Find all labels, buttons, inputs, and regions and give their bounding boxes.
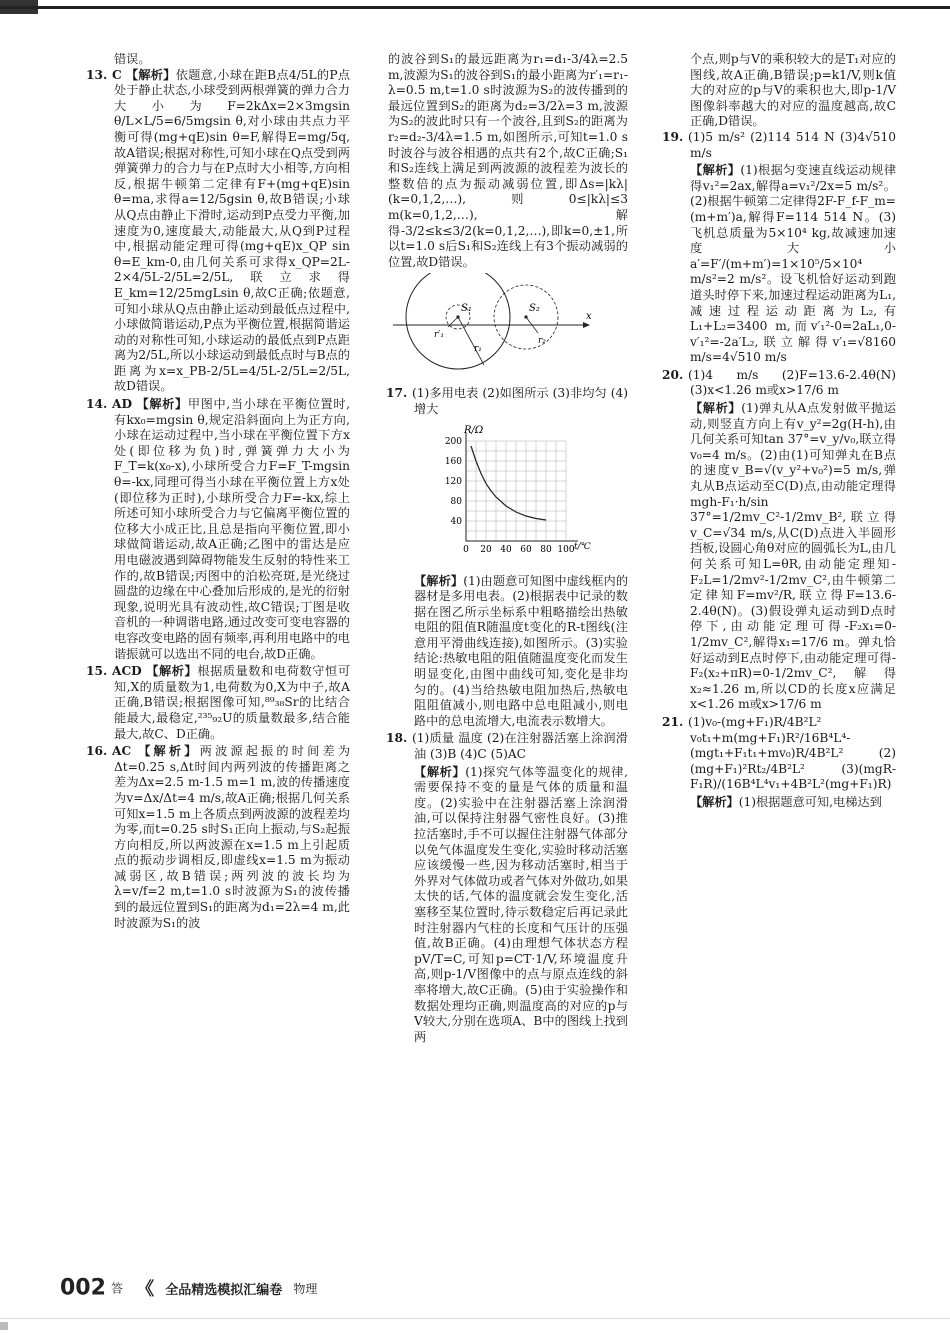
analysis-text: 依题意,小球在距B点4/5L的P点处于静止状态,小球受到两根弹簧的弹力合力大小为F=2kΔx=2×3mgsin θ/L×L/5=6/5mgsin θ,对小球由共点力平衡可得(mg+qE)sin θ=F,解得E=mg/5q,故A错误;根据对称性,可知小球在Q点受到两弹簧弹力的合力与在P点时大小相等,方向相反,根据牛顿第二定律有F+(mg+qE)sin θ=ma,求得a=12/5gsin θ,故B错误;小球从Q点由静止下滑时,运动到P点受力平衡,加速度为0,速度最大,动能最大,从Q到P过程中,根据动能定理可得(mg+qE)x_QP sin θ=E_km-0,由几何关系可求得x_QP=2L-2×4/5L-2/5L=2/5L,联立求得E_km=12/25mgLsin θ,故C正确;依题意,可知小球从Q点由静止运动到最低点过程中,小球做简谐运动,P点为平衡位置,根据简谐运动的对称性可知,小球运动的最低点到P点距离为2/5L,所以小球运动到最低点时与B点的距离为x=x_PB-2/5L=4/5L-2/5L=2/5L,故D错误。 [114,67,350,394]
question-number: 21. [662,714,684,729]
answer: ACD [112,664,142,679]
chart-axes [466,433,578,541]
s2-point [524,316,527,319]
x-tick-label: 20 [480,544,492,555]
analysis-text: (1)探究气体等温变化的规律,需要保持不变的量是气体的质量和温度。(2)实验中在注射器活塞上涂润滑油,可以保持注射器气密性良好。(3)推拉活塞时,手不可以握住注射器气体部分以免气体温度发生变化,实验时移动活塞应该缓慢一些,因为移动活塞时,相当于外界对气体做功或者气体对外做功,如果太快的话,气体的温度就会发生变化,活塞移至某位置时,待示数稳定后再记录此时注射器内气柱的长度和气压计的压强值,故B正确。(4)由理想气体状态方程pV/T=C,可知p=CT·1/V,环境温度升高,则p-1/V图像中的点与原点连线的斜率将增大,故C正确。(5)由于实验操作和数据处理均正确,则温度高的对应的p与V较大,分别在选项A、B中的图线上找到两 [414,764,629,1044]
question-21-analysis [664,795,896,811]
r1-line [458,317,484,365]
answer: AD [112,397,133,412]
axis-lines [466,433,578,541]
analysis-label: 【解析】 [138,744,200,759]
analysis-text: 两波源起振的时间差为Δt=0.25 s,Δt时间内两列波的传播距离之差为Δx=2.5 m-1.5 m=1 m,波的传播速度为v=Δx/Δt=4 m/s,故A正确;根据几何关系可知x=1.5 m上各质点到两波源的波程差均为零,而t=0.25 s时S₁正向上振动,与S₂起振方向相反,所以两波源在x=1.5 m上引起质点的振动步调相反,即虚线x=1.5 m为振动减弱区,故B错误;两列波的波长均为λ=v/f=2 m,t=1.0 s时波源为S₁的波传播到的最远位置到S₁的距离为d₁=2λ=4 m,此时波源为S₁的波 [114,744,351,930]
s1-point [456,316,459,319]
question-14 [88,397,350,662]
answer: AC [112,744,132,759]
analysis-text: (1)弹丸从A点发射做平抛运动,则竖直方向上有v_y²=2g(H-h),由几何关系可知tan 37°=v_y/v₀,联立得v₀=4 m/s。(2)由(1)可知弹丸在B点的速度v_B=√(v_y²+v₀²)=5 m/s,弹丸从B点运动至C(D)点,由动能定理得mgh-F₁·h/sin 37°=1/2mv_C²-1/2mv_B²,联立得v_C=√34 m/s,从C(D)点进入半圆形挡板,设圆心角θ对应的圆弧长为L,由几何关系可知L=θR,由动能定理知-F₂L=1/2mv²-1/2mv_C²,由牛顿第二定律知F=mv²/R,联立得F=13.6-2.4θ(N)。(3)假设弹丸运动到D点时停下,由动能定理可得-F₂x₁=0-1/2mv_C²,解得x₁=17/6 m。弹丸恰好运动到E点时停下,由动能定理可得-F₂(x₂+πR)=0-1/2mv_C²,解得x₂≈1.26 m,所以CD的长度x应满足x<1.26 m或x>17/6 m [690,401,896,712]
r1-label: r₁ [474,344,482,355]
question-18-analysis [388,765,628,1046]
chart-ticks [445,437,575,555]
text-block: 错误。 [114,52,151,66]
question-number: 13. [86,67,108,82]
wave-figure [388,273,608,383]
analysis-text: (1)由题意可知图中虚线框内的器材是多用电表。(2)根据表中记录的数据在图乙所示坐标系中粗略描绘出热敏电阻的阻值R随温度t变化的R-t图线(注意用平滑曲线连接),如图所示。(3)实验结论:热敏电阻的阻值随温度变化而发生明显变化,由图中曲线可知,变化是非均匀的。(4)当给热敏电阻加热后,热敏电阻阻值减小,则电路中总电阻减小,则电路中的总电流增大,电流表示数增大。 [414,573,629,728]
question-number: 20. [662,367,684,382]
question-17 [388,386,628,417]
rt-curve [471,446,546,520]
analysis-text: (1)根据匀变速直线运动规律得v₁²=2ax,解得a=v₁²/2x=5 m/s²。(2)根据牛顿第二定律得2F-F_f-F_m=(m+m′)a,解得F=114 514 N。(3)飞机总质量为5×10⁴ kg,故减速加速度大小a′=F′/(m+m′)=1×10⁵/5×10⁴ m/s²=2 m/s²。设飞机恰好运动到跑道头时停下来,加速过程运动距离为L₁,减速过程运动距离为L₂,有L₁+L₂=3400 m,而v′₁²-0=2aL₁,0-v′₁²=-2a′L₂,联立解得v′₁=√8160 m/s=4√510 m/s [690,163,897,365]
question-number: 15. [86,664,108,679]
question-21 [664,715,896,793]
s1-label: S₁ [461,303,472,315]
y-tick-label: 120 [444,476,462,487]
question-number: 17. [386,386,408,401]
y-tick-label: 40 [450,516,462,527]
analysis-text: 甲图中,当小球在平衡位置时,有kx₀=mgsin θ,规定沿斜面向上为正方向,小球在运动过程中,当小球在平衡位置下方x处(即位移为负)时,弹簧弹力大小为F_T=k(x₀-x),小球所受合力F=F_T-mgsin θ=-kx,同理可得当小球在平衡位置上方x处(即位移为正时),小球所受合力F=-kx,综上所述可知小球所受合力与它偏离平衡位置的位移大小成正比,且总是指向平衡位置,即小球做简谐运动,故A正确;乙图中的雷达是应用电磁波遇到障碍物能发生反射的特性来工作的,故B错误;丙图中的泊松亮斑,是光绕过圆盘的边缘在中心叠加后形成的,是光的衍射现象,说明光具有波动性,故C错误;丁图是收音机的一种调谐电路,通过改变可变电容器的电容改变电路的固有频率,再利用电路中的电谐振就可以选出不同的电台,故D正确。 [114,397,351,661]
question-19 [664,130,896,161]
x-tick-label: 100 [557,544,575,555]
question-number: 14. [86,397,108,412]
page-footer [60,1275,460,1315]
x-tick-label: 80 [540,544,552,555]
question-20 [664,368,896,399]
question-number: 16. [86,744,108,759]
book-title: 全品精选模拟汇编卷 [165,1282,283,1298]
column-2 [388,52,628,1047]
analysis-label: 【解析】 [136,397,188,412]
chevron-left-icon: 《 [136,1279,155,1300]
r1p-label: r′₁ [434,330,444,341]
question-16 [88,744,350,931]
x-tick-label: 60 [520,544,532,555]
text-block: 个点,则p与V的乘积较大的是T₁对应的图线,故A正确,B错误;p=k1/V,则k值大的对应的p与V的乘积也大,即p-1/V图像斜率越大的对应的温度越高,故C正确,D错误。 [690,52,896,129]
y-tick-label: 200 [444,436,462,447]
bottom-rule [0,1318,950,1319]
corner-mark [0,1322,8,1330]
x-axis-label: t/℃ [574,541,591,552]
x-axis-label: x [586,311,592,323]
text-block: 的波谷到S₁的最远距离为r₁=d₁-3/4λ=2.5 m,波源为S₁的波谷到S₁的最小距离为r′₁=r₁-λ=0.5 m,t=1.0 s时波源为S₂的波传播到的最远位置到S₂的距离为d₂=3/2λ=3 m,波源为S₂的波此时只有一个波谷,且到S₂的距离为r₂=d₂-3/4λ=1.5 m,如图所示,可知t=1.0 s时波谷与波谷相遇的点共有2个,故C正确;S₁和S₂连线上满足到两波源的波程差为波长的整数倍的点为振动减弱位置,即Δs=|kλ|(k=0,1,2,…),则0≤|kλ|≤3 m(k=0,1,2,…),解得-3/2≤k≤3/2(k=0,1,2,…),即k=0,±1,所以t=1.0 s后S₁和S₂连线上有3个振动减弱的位置,故D错误。 [388,52,628,269]
chart-grid [466,441,566,541]
question-number: 18. [386,731,408,746]
question-19-analysis [664,163,896,366]
answer-text: (1)4 m/s (2)F=13.6-2.4θ(N) (3)x<1.26 m或x>17/6 m [688,367,896,398]
analysis-label: 【解析】 [690,794,739,809]
column-3 [664,52,896,813]
question-18 [388,731,628,762]
top-rule [0,6,950,9]
analysis-label: 【解析】 [414,764,466,779]
x-tick-label: 40 [500,544,512,555]
y-tick-label: 80 [450,496,462,507]
y-tick-label: 160 [444,456,462,467]
analysis-label: 【解析】 [690,163,741,178]
analysis-label: 【解析】 [146,664,198,679]
answer-text: (1)5 m/s² (2)114 514 N (3)4√510 m/s [688,129,896,160]
question-15 [88,664,350,742]
rt-chart [414,421,604,571]
answer: C [112,67,122,82]
question-20-analysis [664,401,896,713]
axis-arrow [583,322,590,328]
r2-label: r₂ [538,336,546,347]
column-1 [88,52,350,933]
page-label: 答 [111,1281,124,1296]
question-13 [88,68,350,395]
analysis-label: 【解析】 [414,573,464,588]
subject-label: 物理 [293,1281,318,1296]
answer-text: (1)质量 温度 (2)在注射器活塞上涂润滑油 (3)B (4)C (5)AC [412,731,628,762]
question-number: 19. [662,129,684,144]
analysis-text: 根据质量数和电荷数守恒可知,X的质量数为1,电荷数为0,X为中子,故A正确,B错误;根据图像可知,⁸⁹₃₈Sr的比结合能最大,最稳定,²³⁵₉₂U的质量数最多,结合能最大,故C、D正确。 [114,664,351,741]
s2-label: S₂ [529,303,540,315]
analysis-text: (1)根据题意可知,电梯达到 [738,794,882,809]
analysis-label: 【解析】 [690,401,742,416]
analysis-label: 【解析】 [125,67,176,82]
answer-text: (1)多用电表 (2)如图所示 (3)非均匀 (4)增大 [412,386,628,416]
x-tick-label: 0 [463,544,469,555]
page-number: 002 [60,1275,106,1301]
y-axis-label: R/Ω [464,424,484,436]
question-17-analysis [388,574,628,730]
answer-text: (1)v₀-(mg+F₁)R/4B²L² v₀t₁+m(mg+F₁)R²/16B⁴L⁴-(mgt₁+F₁t₁+mv₀)R/4B²L² (2)(mg+F₁)²Rt₂/4B²L² (3)(mgR-F₁R)/(16B⁴L⁴v₁+4B²L²(mg+F₁)R) [688,714,896,792]
